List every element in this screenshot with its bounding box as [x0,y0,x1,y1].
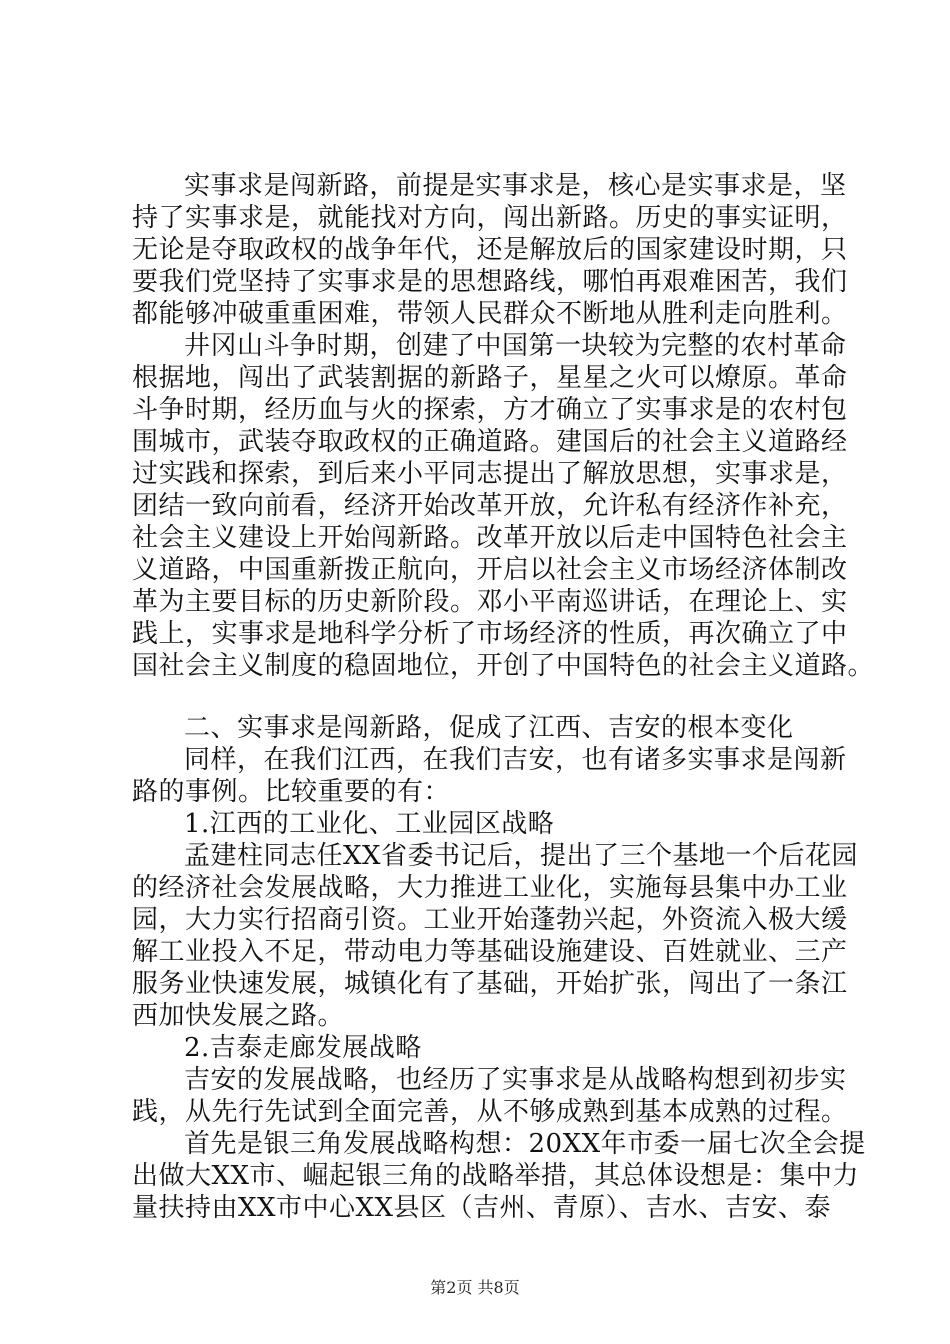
text-line: 孟建柱同志任XX省委书记后，提出了三个基地一个后花园 [184,841,859,871]
text-line: 根据地，闯出了武装割据的新路子，星星之火可以燎原。革命 [132,363,848,393]
text-line: 首先是银三角发展战略构想：20XX年市委一届七次全会提 [184,1129,866,1159]
text-line: 服务业快速发展，城镇化有了基础，开始扩张，闯出了一条江 [132,969,848,999]
text-line: 解工业投入不足，带动电力等基础设施建设、百姓就业、三产 [132,937,848,967]
text-line: 园，大力实行招商引资。工业开始蓬勃兴起，外资流入极大缓 [132,905,848,935]
text-line: 围城市，武装夺取政权的正确道路。建国后的社会主义道路经 [132,427,848,457]
text-line: 义道路，中国重新拨正航向，开启以社会主义市场经济体制改 [132,555,848,585]
text-line: 量扶持由XX市中心XX县区（吉州、青原）、吉水、吉安、泰 [132,1193,832,1223]
document-body [132,170,875,1224]
text-line: 践上，实事求是地科学分析了市场经济的性质，再次确立了中 [132,619,848,649]
text-line: 西加快发展之路。 [132,1001,345,1031]
text-line: 社会主义建设上开始闯新路。改革开放以后走中国特色社会主 [132,523,848,553]
text-line: 持了实事求是，就能找对方向，闯出新路。历史的事实证明， [132,203,848,233]
text-line: 要我们党坚持了实事求是的思想路线，哪怕再艰难困苦，我们 [132,267,848,297]
text-line: 吉安的发展战略，也经历了实事求是从战略构想到初步实 [184,1065,847,1095]
text-line: 都能够冲破重重困难，带领人民群众不断地从胜利走向胜利。 [132,299,848,329]
subsection-heading: 2.吉泰走廊发展战略 [184,1033,422,1063]
section-heading: 二、实事求是闯新路，促成了江西、吉安的根本变化 [184,713,794,743]
text-line: 实事求是闯新路，前提是实事求是，核心是实事求是，坚 [184,171,847,201]
text-line: 路的事例。比较重要的有： [132,777,451,807]
text-line: 革为主要目标的历史新阶段。邓小平南巡讲话，在理论上、实 [132,587,848,617]
text-line: 同样，在我们江西，在我们吉安，也有诸多实事求是闯新 [184,745,847,775]
text-line: 国社会主义制度的稳固地位，开创了中国特色的社会主义道路。 [132,651,875,681]
paragraph-gap [132,682,832,712]
text-line: 井冈山斗争时期，创建了中国第一块较为完整的农村革命 [184,331,847,361]
text-line: 无论是夺取政权的战争年代，还是解放后的国家建设时期，只 [132,235,848,265]
text-line: 的经济社会发展战略，大力推进工业化，实施每县集中办工业 [132,873,848,903]
subsection-heading: 1.江西的工业化、工业园区战略 [184,809,555,839]
page-footer: 第2页 共8页 [430,1278,520,1297]
text-line: 过实践和探索，到后来小平同志提出了解放思想，实事求是， [132,459,848,489]
text-line: 出做大XX市、崛起银三角的战略举措，其总体设想是：集中力 [132,1161,860,1191]
text-line: 斗争时期，经历血与火的探索，方才确立了实事求是的农村包 [132,395,848,425]
text-line: 践，从先行先试到全面完善，从不够成熟到基本成熟的过程。 [132,1097,848,1127]
text-line: 团结一致向前看，经济开始改革开放，允许私有经济作补充， [132,491,848,521]
